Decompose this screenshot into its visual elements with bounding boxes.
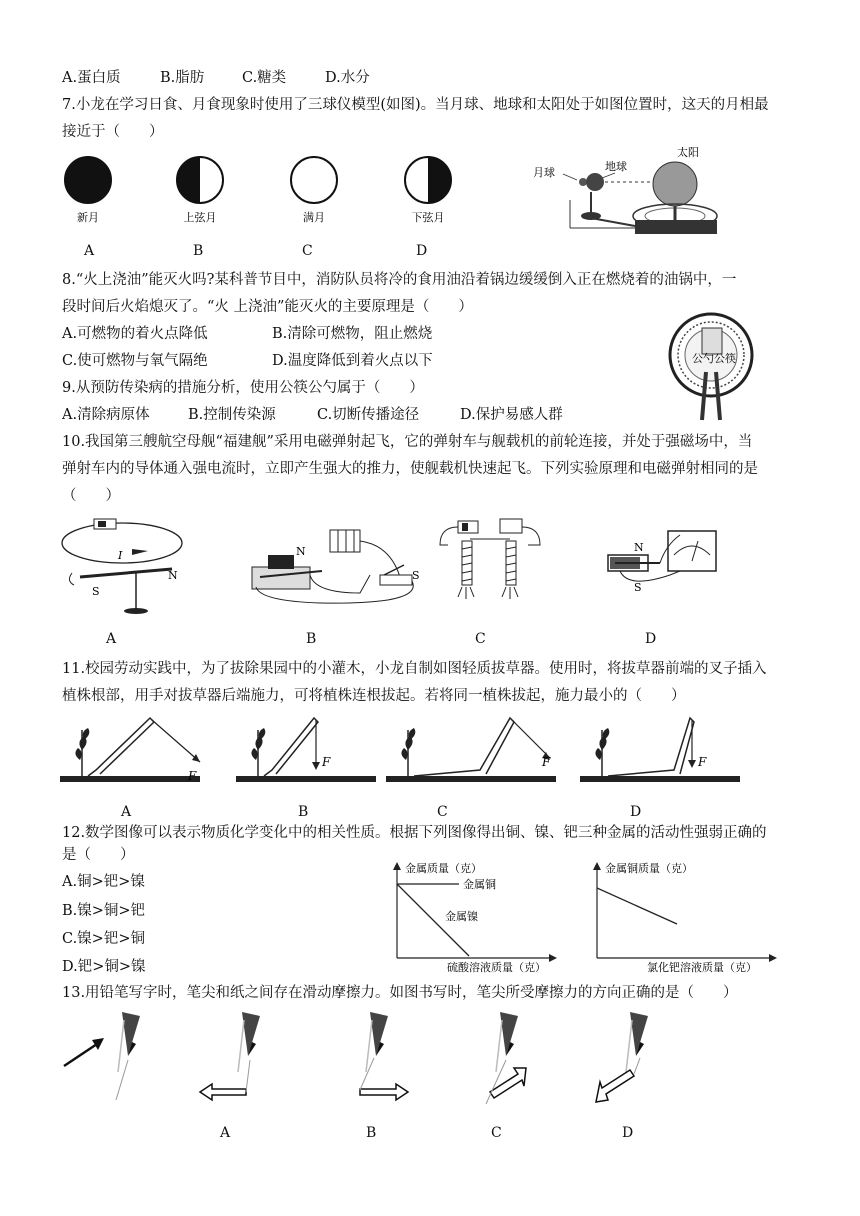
q12-option-b: B.镍>铜>钯 bbox=[62, 903, 146, 919]
pencil-option-c-figure bbox=[486, 1012, 526, 1104]
q10-experiment-diagrams bbox=[60, 515, 740, 620]
q11-stem-line1: 11.校园劳动实践中，为了拔除果园中的小灌木，小龙自制如图轻质拔草器。使用时，将拔草器前端的叉子插入 bbox=[62, 661, 767, 677]
q10-stem-line2: 弹射车内的导体通入强电流时，立即产生强大的推力，使舰载机快速起飞。下列实验原理和电磁弹射相同的是 bbox=[62, 461, 758, 477]
force-label-c: F bbox=[542, 755, 551, 769]
q9-option-c: C.切断传播途径 bbox=[317, 407, 420, 423]
q6-option-b: B.脂肪 bbox=[160, 70, 205, 86]
q9-option-a: A.清除病原体 bbox=[62, 407, 150, 423]
model-label-sun: 太阳 bbox=[677, 146, 699, 159]
q9-option-b: B.控制传染源 bbox=[188, 407, 276, 423]
induction-galvanometer-figure bbox=[608, 531, 716, 594]
nickel-copper-sulfuric-chart bbox=[385, 858, 565, 973]
induction-s-label: S bbox=[634, 581, 642, 594]
moon-phase-full-icon bbox=[291, 157, 337, 203]
q7-letter-a: A bbox=[84, 243, 95, 259]
chart1-series-copper-label: 金属铜 bbox=[463, 878, 496, 891]
q10-stem-line3: （ ） bbox=[62, 488, 120, 504]
weeder-option-a-figure bbox=[60, 718, 200, 783]
plate-label-chopsticks: 公筷 bbox=[714, 352, 736, 365]
q12-stem-line1: 12.数学图像可以表示物质化学变化中的相关性质。根据下列图像得出铜、镍、钯三种金属的活动性强弱正确的 bbox=[62, 825, 767, 841]
moon-phase-first-quarter-icon bbox=[177, 157, 223, 203]
q13-letter-b: B bbox=[366, 1125, 377, 1141]
q9-stem: 9.从预防传染病的措施分析，使用公筷公勺属于（ ） bbox=[62, 380, 424, 396]
q6-option-a: A.蛋白质 bbox=[62, 70, 121, 86]
force-label-a: F bbox=[188, 769, 197, 783]
electromagnet-figure bbox=[440, 519, 540, 599]
q6-option-c: C.糖类 bbox=[242, 70, 287, 86]
q8-option-a: A.可燃物的着火点降低 bbox=[62, 326, 208, 342]
phase-label-first-quarter: 上弦月 bbox=[183, 211, 217, 224]
pencil-option-b-figure bbox=[360, 1012, 408, 1100]
q7-letter-b: B bbox=[193, 243, 204, 259]
chart2-ylabel: 金属铜质量（克） bbox=[605, 862, 693, 875]
needle-s-label: S bbox=[92, 585, 100, 598]
force-label-d: F bbox=[698, 755, 707, 769]
pencil-option-d-figure bbox=[596, 1012, 648, 1102]
force-label-b: F bbox=[322, 755, 331, 769]
magnet-n-label: N bbox=[296, 545, 306, 558]
q7-stem-line2: 接近于（ ） bbox=[62, 124, 164, 140]
copper-palladium-chloride-chart bbox=[585, 858, 785, 976]
oersted-experiment-figure bbox=[62, 519, 182, 614]
q8-option-b: B.清除可燃物，阻止燃烧 bbox=[272, 326, 433, 342]
q11-letter-d: D bbox=[630, 804, 642, 820]
chart1-series-nickel-label: 金属镍 bbox=[445, 910, 478, 923]
q6-option-d: D.水分 bbox=[325, 70, 370, 86]
moon-phase-last-quarter-icon bbox=[405, 157, 451, 203]
q13-letter-a: A bbox=[220, 1125, 231, 1141]
q11-weeder-diagrams bbox=[60, 710, 740, 795]
q12-stem-line2: 是（ ） bbox=[62, 847, 135, 863]
phase-label-full: 满月 bbox=[303, 211, 325, 224]
q8-stem-line2: 段时间后火焰熄灭了。“火 上浇油”能灭火的主要原理是（ ） bbox=[62, 299, 473, 315]
phase-label-new: 新月 bbox=[77, 211, 99, 224]
current-label: I bbox=[118, 549, 123, 562]
needle-n-label: N bbox=[168, 569, 178, 582]
chart1-ylabel: 金属质量（克） bbox=[405, 862, 482, 875]
q12-option-d: D.钯>铜>镍 bbox=[62, 959, 146, 975]
public-chopsticks-plate-figure bbox=[668, 312, 758, 424]
motor-principle-figure bbox=[252, 530, 420, 603]
q8-stem-line1: 8.“火上浇油”能灭火吗?某科普节目中，消防队员将冷的食用油沿着锅边缓缓倒入正在燃烧着的油锅中，一 bbox=[62, 272, 737, 288]
chart1-xlabel: 硫酸溶液质量（克） bbox=[447, 961, 546, 974]
three-sphere-model-figure bbox=[525, 140, 730, 240]
pencil-option-a-figure bbox=[200, 1012, 260, 1100]
q12-option-c: C.镍>钯>铜 bbox=[62, 931, 145, 947]
q10-letter-b: B bbox=[306, 631, 317, 647]
q11-letter-b: B bbox=[298, 804, 309, 820]
switch-s-label: S bbox=[412, 569, 420, 582]
q11-letter-a: A bbox=[121, 804, 132, 820]
model-label-moon: 月球 bbox=[533, 166, 555, 179]
q8-option-c: C.使可燃物与氧气隔绝 bbox=[62, 353, 208, 369]
q10-letter-c: C bbox=[475, 631, 486, 647]
q10-letter-d: D bbox=[645, 631, 657, 647]
q11-stem-line2: 植株根部，用手对拔草器后端施力，可将植株连根拔起。若将同一植株拔起，施力最小的（ ） bbox=[62, 688, 686, 704]
plate-label-spoon: 公勺 bbox=[692, 352, 714, 365]
chart2-series-copper bbox=[597, 888, 677, 924]
q9-option-d: D.保护易感人群 bbox=[460, 407, 563, 423]
q10-letter-a: A bbox=[106, 631, 117, 647]
moon-phase-new-icon bbox=[65, 157, 111, 203]
pencil-reference-figure bbox=[64, 1012, 140, 1100]
weeder-option-b-figure bbox=[236, 718, 376, 782]
chart2-xlabel: 氯化钯溶液质量（克） bbox=[647, 961, 757, 974]
phase-label-last-quarter: 下弦月 bbox=[411, 211, 445, 224]
q13-letter-c: C bbox=[491, 1125, 502, 1141]
q13-letter-d: D bbox=[622, 1125, 634, 1141]
q10-stem-line1: 10.我国第三艘航空母舰“福建舰”采用电磁弹射起飞，它的弹射车与舰载机的前轮连接，并处于强磁场中，当 bbox=[62, 434, 753, 450]
q13-pencil-diagrams bbox=[60, 1010, 680, 1115]
q7-letter-c: C bbox=[302, 243, 313, 259]
q7-moon-phases bbox=[60, 155, 480, 230]
weeder-option-c-figure bbox=[386, 718, 556, 782]
model-label-earth: 地球 bbox=[605, 160, 627, 173]
q7-stem-line1: 7.小龙在学习日食、月食现象时使用了三球仪模型(如图)。当月球、地球和太阳处于如图位置时，这天的月相最 bbox=[62, 97, 769, 113]
q7-letter-d: D bbox=[416, 243, 428, 259]
q8-option-d: D.温度降低到着火点以下 bbox=[272, 353, 433, 369]
q13-stem: 13.用铅笔写字时，笔尖和纸之间存在滑动摩擦力。如图书写时，笔尖所受摩擦力的方向正确的是（ ） bbox=[62, 985, 738, 1001]
weeder-option-d-figure bbox=[580, 718, 740, 782]
q11-letter-c: C bbox=[437, 804, 448, 820]
induction-n-label: N bbox=[634, 541, 644, 554]
q12-option-a: A.铜>钯>镍 bbox=[62, 874, 145, 890]
